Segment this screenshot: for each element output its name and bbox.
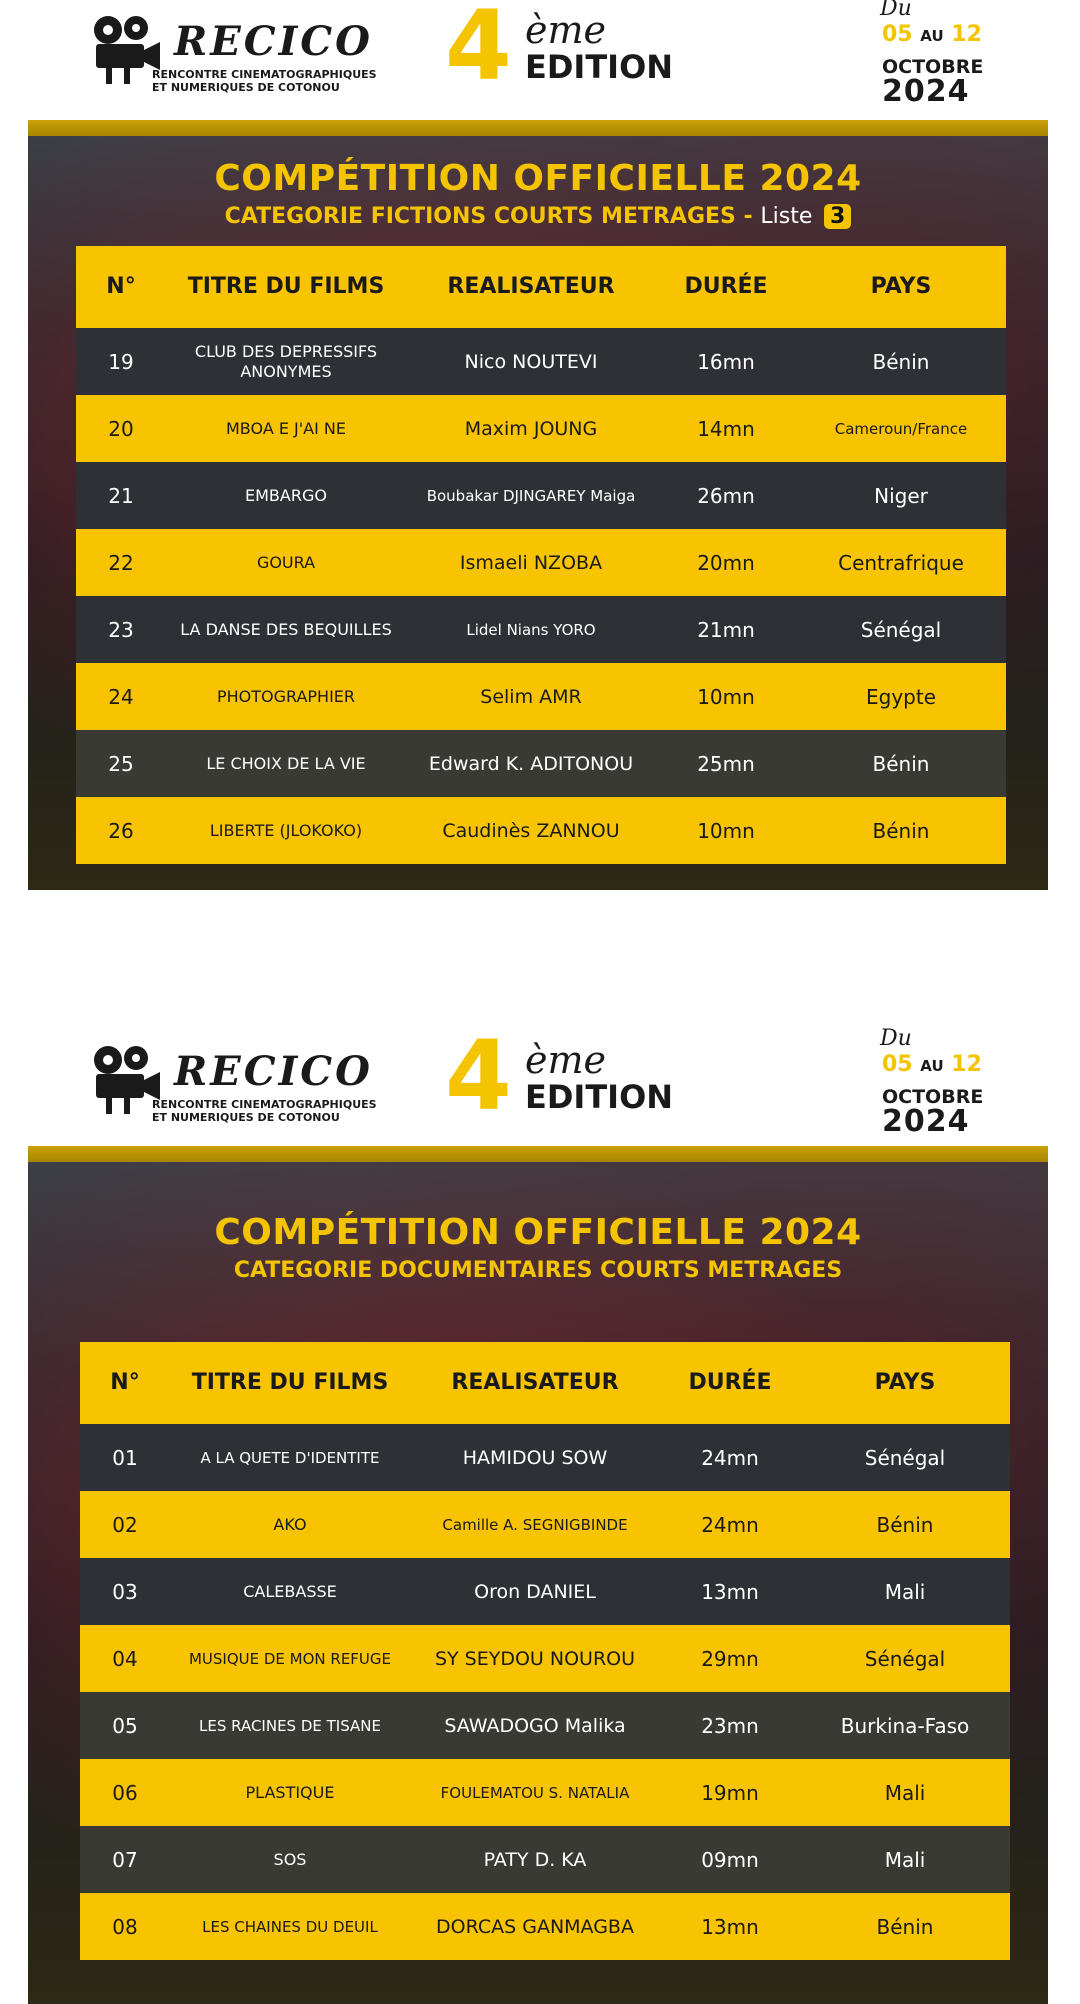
festival-logo [86, 1042, 386, 1137]
table-row: 21 EMBARGO Boubakar DJINGAREY Maiga 26mn Niger [76, 462, 1006, 529]
table-row: 07 SOS PATY D. KA 09mn Mali [80, 1826, 1010, 1893]
table-row: 06 PLASTIQUE FOULEMATOU S. NATALIA 19mn Mali [80, 1759, 1010, 1826]
logo-name: RECICO [174, 18, 373, 65]
edition-suffix: ème [525, 8, 607, 52]
gold-divider [28, 120, 1048, 136]
logo-subtitle: RENCONTRE CINEMATOGRAPHIQUES ET NUMERIQUES DE COTONOU [152, 1098, 377, 1124]
logo-name: RECICO [174, 1048, 373, 1095]
competition-panel [28, 136, 1048, 890]
table-header: N° TITRE DU FILMS REALISATEUR DURÉE PAYS [80, 1342, 1010, 1424]
edition-word: EDITION [525, 48, 674, 86]
panel-subtitle: CATEGORIE DOCUMENTAIRES COURTS METRAGES [233, 1258, 843, 1283]
festival-dates: Du 05 AU 12 OCTOBRE 2024 [880, 1026, 984, 1139]
poster-documentaires [0, 1020, 1080, 2004]
gold-divider [28, 1146, 1048, 1162]
poster-header [0, 0, 1080, 120]
panel-title: COMPÉTITION OFFICIELLE 2024 [214, 1212, 862, 1253]
table-row: 20 MBOA E J'AI NE Maxim JOUNG 14mn Cameroun/France [76, 395, 1006, 462]
edition-mark [445, 1020, 705, 1132]
table-row: 19 CLUB DES DEPRESSIFS ANONYMES Nico NOUTEVI 16mn Bénin [76, 328, 1006, 395]
festival-logo [86, 12, 386, 107]
edition-suffix: ème [525, 1038, 607, 1082]
table-row: 05 LES RACINES DE TISANE SAWADOGO Malika 23mn Burkina-Faso [80, 1692, 1010, 1759]
table-row: 22 GOURA Ismaeli NZOBA 20mn Centrafrique [76, 529, 1006, 596]
table-row: 08 LES CHAINES DU DEUIL DORCAS GANMAGBA 13mn Bénin [80, 1893, 1010, 1960]
table-row: 02 AKO Camille A. SEGNIGBINDE 24mn Bénin [80, 1491, 1010, 1558]
logo-subtitle: RENCONTRE CINEMATOGRAPHIQUES ET NUMERIQUES DE COTONOU [152, 68, 377, 94]
table-row: 25 LE CHOIX DE LA VIE Edward K. ADITONOU 25mn Bénin [76, 730, 1006, 797]
films-table [80, 1342, 1010, 1960]
poster-header [0, 1020, 1080, 1160]
competition-panel [28, 1162, 1048, 2004]
table-row: 23 LA DANSE DES BEQUILLES Lidel Nians YORO 21mn Sénégal [76, 596, 1006, 663]
festival-dates: Du 05 AU 12 OCTOBRE 2024 [880, 0, 984, 109]
panel-subtitle: CATEGORIE FICTIONS COURTS METRAGES - Liste 3 [28, 204, 1048, 229]
liste-badge: 3 [824, 204, 851, 229]
table-header: N° TITRE DU FILMS REALISATEUR DURÉE PAYS [76, 246, 1006, 328]
edition-number: 4 [445, 1020, 512, 1132]
edition-mark [445, 2, 705, 102]
edition-word: EDITION [525, 1078, 674, 1116]
table-row: 01 A LA QUETE D'IDENTITE HAMIDOU SOW 24mn Sénégal [80, 1424, 1010, 1491]
poster-fictions [0, 0, 1080, 890]
films-table [76, 246, 1006, 864]
table-row: 24 PHOTOGRAPHIER Selim AMR 10mn Egypte [76, 663, 1006, 730]
table-row: 03 CALEBASSE Oron DANIEL 13mn Mali [80, 1558, 1010, 1625]
table-row: 04 MUSIQUE DE MON REFUGE SY SEYDOU NOUROU 29mn Sénégal [80, 1625, 1010, 1692]
table-row: 26 LIBERTE (JLOKOKO) Caudinès ZANNOU 10mn Bénin [76, 797, 1006, 864]
edition-number: 4 [445, 0, 512, 102]
panel-title: COMPÉTITION OFFICIELLE 2024 [214, 158, 862, 199]
